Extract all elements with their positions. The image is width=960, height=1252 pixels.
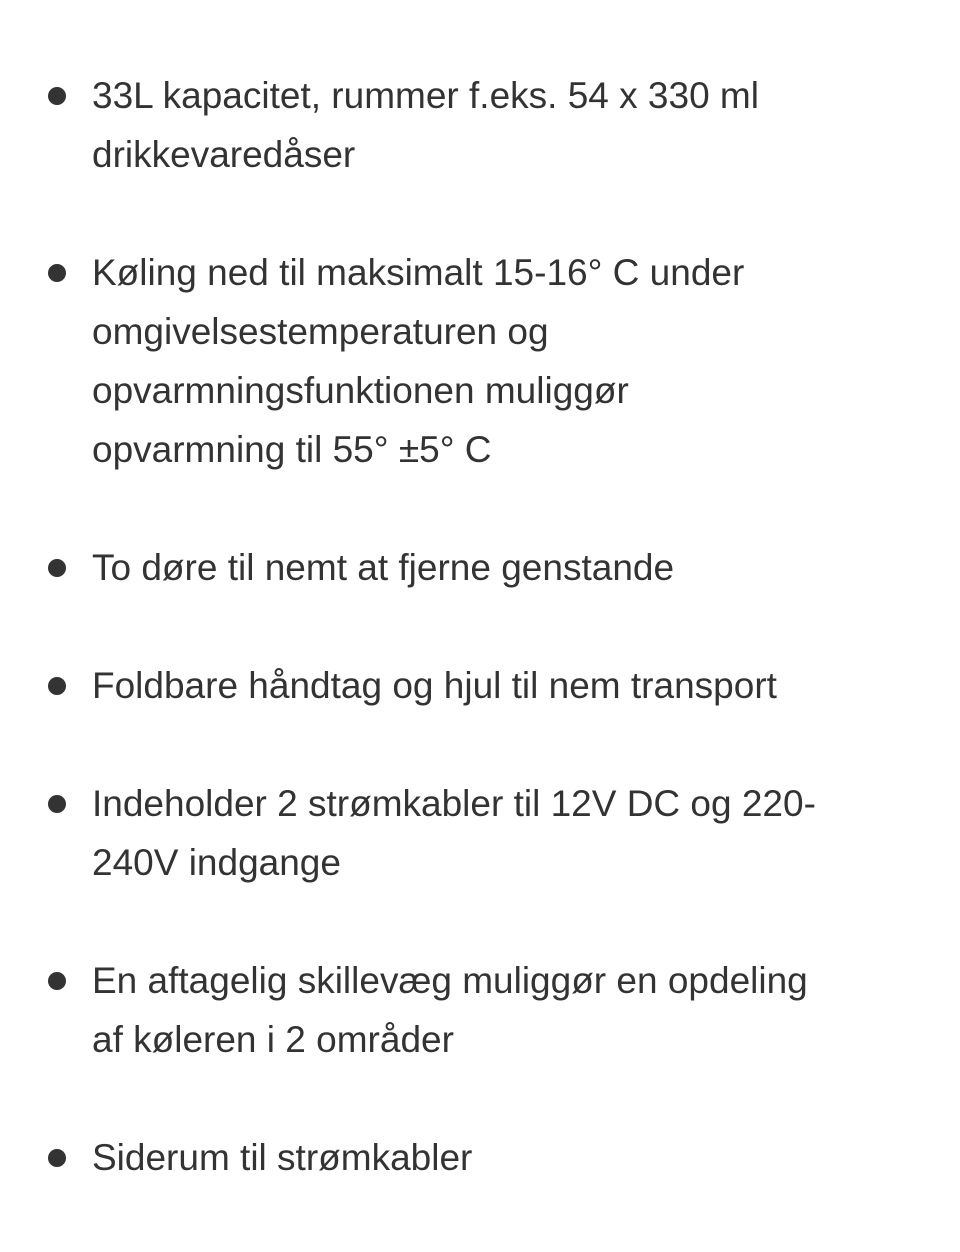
list-item <box>0 774 960 892</box>
bullet-icon <box>48 1149 66 1167</box>
list-item-text: To døre til nemt at fjerne genstande <box>92 547 675 588</box>
list-item-text: drikkevaredåser <box>92 134 356 175</box>
bullet-icon <box>48 559 66 577</box>
list-item <box>0 951 960 1069</box>
list-item-text: omgivelsestemperaturen og <box>92 311 549 352</box>
list-item-text: 240V indgange <box>92 842 341 883</box>
list-item-text: Indeholder 2 strømkabler til 12V DC og 220- <box>92 783 816 824</box>
list-item <box>0 66 960 184</box>
bullet-icon <box>48 677 66 695</box>
list-item-text: af køleren i 2 områder <box>92 1019 454 1060</box>
list-item-text: 33L kapacitet, rummer f.eks. 54 x 330 ml <box>92 75 759 116</box>
list-item-text: En aftagelig skillevæg muliggør en opdeling <box>92 960 808 1001</box>
list-item <box>0 243 960 479</box>
list-item-text: Siderum til strømkabler <box>92 1137 473 1178</box>
list-item <box>0 1128 960 1187</box>
bullet-icon <box>48 972 66 990</box>
list-item-text: Køling ned til maksimalt 15-16° C under <box>92 252 745 293</box>
list-item <box>0 538 960 597</box>
list-item-text: opvarmning til 55° ±5° C <box>92 429 492 470</box>
bullet-icon <box>48 264 66 282</box>
list-item <box>0 656 960 715</box>
bullet-icon <box>48 87 66 105</box>
list-item-text: Foldbare håndtag og hjul til nem transport <box>92 665 777 706</box>
list-item-text: opvarmningsfunktionen muliggør <box>92 370 629 411</box>
bullet-icon <box>48 795 66 813</box>
